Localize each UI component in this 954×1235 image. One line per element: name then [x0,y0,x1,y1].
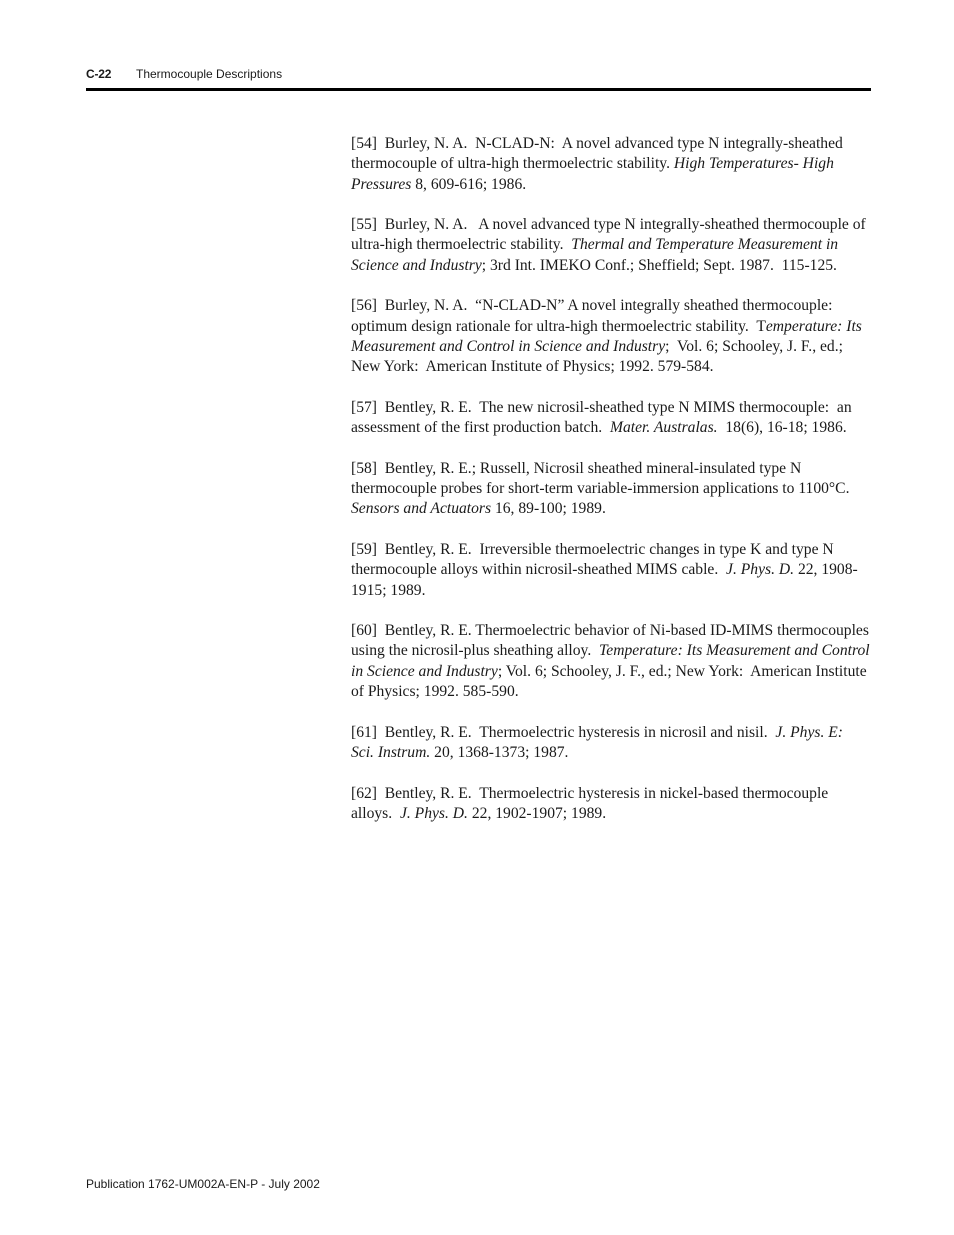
reference-number: [54] [351,135,377,152]
reference-details: 22, 1902-1907; 1989. [467,804,607,822]
reference-details: 18(6), 16-18; 1986. [717,419,847,437]
reference-text: Bentley, R. E.; Russell, Nicrosil sheathed mineral-insulated type N thermocouple probes for short-term variable-immersion applications to 1100°C. [351,459,858,498]
reference-text: Bentley, R. E. Irreversible thermoelectric changes in type K and type N thermocouple alloys within nicrosil-sheathed MIMS cable. [351,540,838,579]
reference-text: Bentley, R. E. Thermoelectric behavior of Ni-based ID-MIMS thermocouples using the nicrosil-plus sheathing alloy. [351,622,873,660]
reference-source: Mater. Australas. [609,419,718,437]
reference-source: Temperature: Its Measurement and Control in Science and Industry [351,642,874,680]
reference-details: 20, 1368-1373; 1987. [430,743,569,761]
reference-details: 16, 89-100; 1989. [491,500,606,518]
reference-text: Bentley, R. E. The new nicrosil-sheathed type N MIMS thermocouple: an assessment of the first production batch. [351,398,856,437]
reference-text: Burley, N. A. “N-CLAD-N” A novel integrally sheathed thermocouple: optimum design rationale for ultra-high thermoelectric stability. T [351,297,841,335]
reference-source: High Temperatures- High Pressures [351,155,838,193]
reference-details: 22, 1908-1915; 1989. [351,561,858,599]
section-title: Thermocouple Descriptions [136,67,283,81]
reference-entry [351,296,871,377]
reference-source: Thermal and Temperature Measurement in Science and Industry [351,236,842,274]
reference-details: 8, 609-616; 1986. [411,175,527,193]
reference-entry [351,134,871,195]
page-number: C-22 [86,67,112,81]
reference-entry [351,540,871,601]
reference-source: J. Phys. D. [399,804,468,822]
reference-text: Burley, N. A. N-CLAD-N: A novel advanced type N integrally-sheathed thermocouple of ultra-high thermoelectric stability. [351,135,847,173]
reference-entry [351,398,871,439]
reference-number: [55] [351,216,377,234]
reference-number: [59] [351,540,377,558]
reference-number: [56] [351,297,377,315]
reference-source: J. Phys. D. [726,561,795,579]
reference-details: ; Vol. 6; Schooley, J. F., ed.; New York: American Institute of Physics; 1992. 579-584. [351,337,847,376]
reference-details: ; Vol. 6; Schooley, J. F., ed.; New York: American Institute of Physics; 1992. 585-590. [351,662,871,701]
reference-entry [351,215,871,276]
publication-footer: Publication 1762-UM002A-EN-P - July 2002 [86,1177,320,1191]
reference-number: [62] [351,784,377,802]
reference-number: [58] [351,459,377,477]
reference-text: Bentley, R. E. Thermoelectric hysteresis in nickel-based thermocouple alloys. [351,784,833,822]
reference-entry [351,723,871,764]
reference-entry [351,784,871,825]
reference-number: [61] [351,723,377,741]
reference-list [351,134,874,844]
reference-entry [351,459,871,520]
reference-number: [60] [351,622,377,640]
reference-source: emperature: Its Measurement and Control in Science and Industry [351,317,866,355]
reference-text: Burley, N. A. A novel advanced type N integrally-sheathed thermocouple of ultra-high thermoelectric stability. [351,216,870,254]
header-rule [86,88,871,91]
reference-source: Sensors and Actuators [351,500,492,518]
reference-source: J. Phys. E: Sci. Instrum. [351,723,851,761]
reference-text: Bentley, R. E. Thermoelectric hysteresis in nicrosil and nisil. [376,723,776,741]
reference-entry [351,621,874,702]
reference-details: ; 3rd Int. IMEKO Conf.; Sheffield; Sept. 1987. 115-125. [481,256,837,274]
page-header [86,66,871,86]
reference-number: [57] [351,398,377,416]
